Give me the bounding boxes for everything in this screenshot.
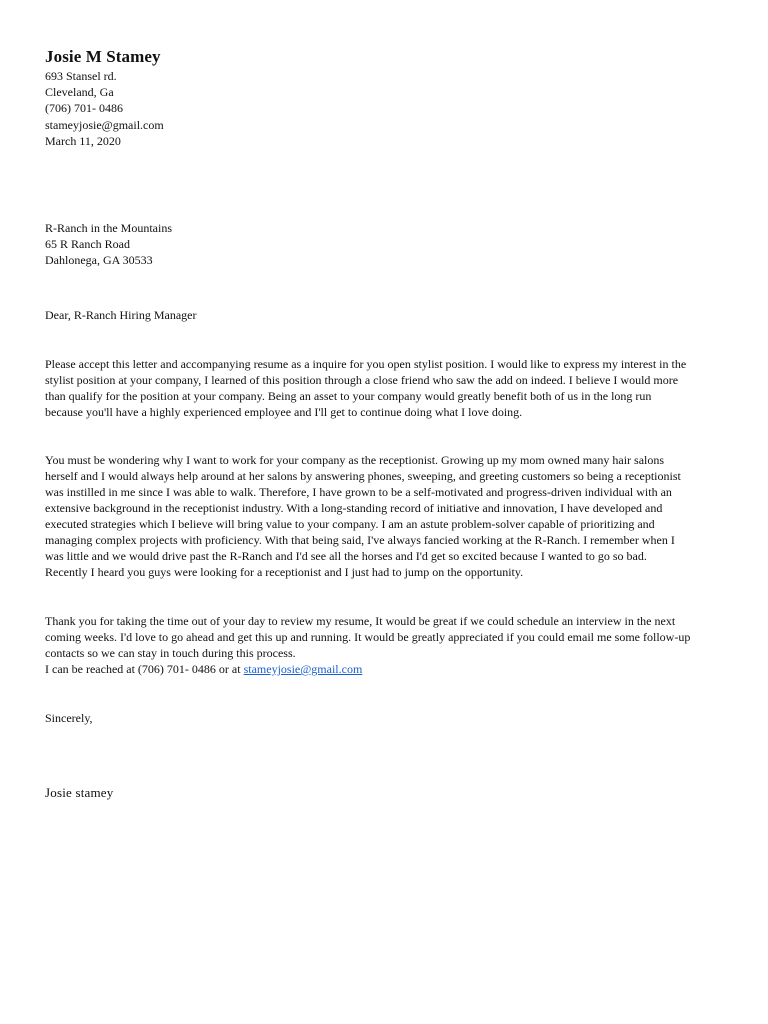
body-paragraph-1 — [45, 356, 735, 420]
paragraph-line: than qualify for the position at your company. Being an asset to your company would greatly benefit both of us in the long run — [45, 389, 652, 403]
letter-date: March 11, 2020 — [45, 134, 121, 148]
email-link[interactable]: stameyjosie@gmail.com — [243, 662, 363, 676]
body-paragraph-3 — [45, 613, 735, 677]
recipient-street: 65 R Ranch Road — [45, 237, 130, 251]
sender-name: Josie M Stamey — [45, 47, 161, 66]
paragraph-line: because you'll have a highly experienced employee and I'll get to continue doing what I love doing. — [45, 405, 523, 419]
paragraph-line: coming weeks. I'd love to go ahead and get this up and running. It would be greatly appreciated if you could email me some follow-up — [45, 630, 691, 644]
sender-email: stameyjosie@gmail.com — [45, 118, 164, 132]
closing: Sincerely, — [45, 711, 93, 725]
sender-address-line2: Cleveland, Ga — [45, 85, 114, 99]
salutation: Dear, R-Ranch Hiring Manager — [45, 308, 197, 322]
sender-phone: (706) 701- 0486 — [45, 101, 123, 115]
recipient-company: R-Ranch in the Mountains — [45, 221, 172, 235]
contact-line-text: I can be reached at (706) 701- 0486 or at — [45, 662, 244, 676]
sender-address-line1: 693 Stansel rd. — [45, 69, 117, 83]
recipient-city-state-zip: Dahlonega, GA 30533 — [45, 253, 153, 267]
paragraph-line: extensive background in the receptionist industry. With a long-standing record of initiative and innovation, I have developed and — [45, 501, 663, 515]
paragraph-line: herself and I would always help around at her salons by answering phones, sweeping, and greeting customers so being a receptionist — [45, 469, 681, 483]
signature: Josie stamey — [45, 785, 114, 800]
paragraph-line: contacts so we can stay in touch during this process. — [45, 646, 296, 660]
paragraph-line: executed strategies which I believe will bring value to your company. I am an astute problem-solver capable of prioritizing and — [45, 517, 655, 531]
paragraph-line: You must be wondering why I want to work for your company as the receptionist. Growing up my mom owned many hair salons — [45, 453, 665, 467]
contact-line — [45, 661, 735, 677]
paragraph-line: stylist position at your company, I learned of this position through a close friend who saw the add on indeed. I believe I would more — [45, 373, 679, 387]
paragraph-line: Please accept this letter and accompanying resume as a inquire for you open stylist position. I would like to express my interest in the — [45, 357, 687, 371]
paragraph-line: Thank you for taking the time out of your day to review my resume, It would be great if we could schedule an interview in the next — [45, 614, 676, 628]
body-paragraph-2 — [45, 452, 735, 580]
paragraph-line: was instilled in me since I was able to walk. Therefore, I have grown to be a self-motivated and progress-driven individual with an — [45, 485, 672, 499]
paragraph-line: was little and we would drive past the R-Ranch and I'd see all the horses and I'd get so excited because I wanted to go so bad. — [45, 549, 647, 563]
paragraph-line: Recently I heard you guys were looking for a receptionist and I just had to jump on the opportunity. — [45, 565, 524, 579]
paragraph-line: managing complex projects with proficiency. With that being said, I've always fancied working at the R-Ranch. I remember when I — [45, 533, 675, 547]
